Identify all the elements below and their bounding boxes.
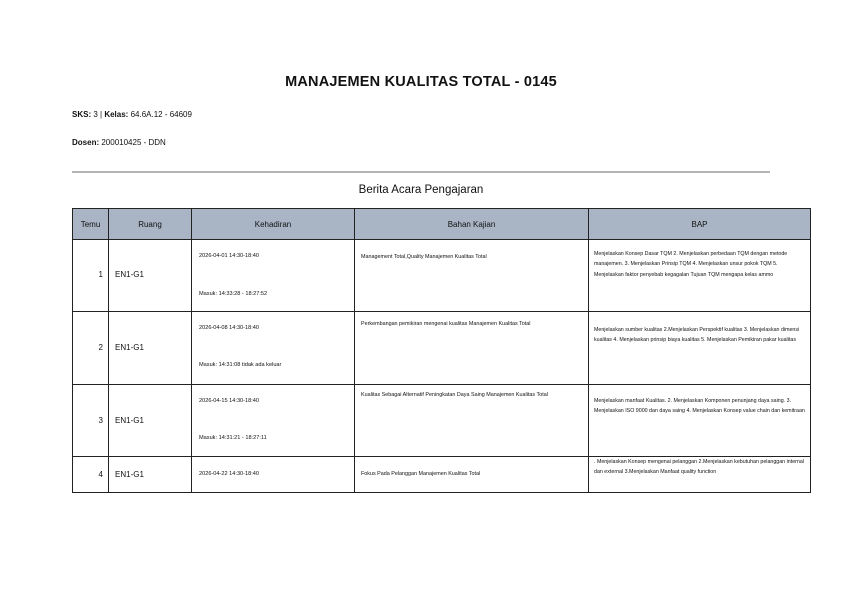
cell-ruang	[109, 457, 192, 493]
cell-bap	[589, 240, 811, 312]
cell-kehadiran	[192, 240, 355, 312]
table-row	[73, 457, 811, 493]
room-code: EN1-G1	[115, 470, 144, 479]
table-row	[73, 312, 811, 385]
header-ruang: Ruang	[109, 209, 192, 240]
topic-text: Perkembangan pemikiran mengenai kualitas Manajemen Kualitas Total	[361, 321, 531, 327]
bap-text: . Menjelaskan Konsep mengenai pelanggan 2.Menjelaskan kebutuhan pelanggan internal dan external 3.Menjelaskan Manfaat quality function	[594, 459, 804, 476]
cell-bahan-kajian	[355, 240, 589, 312]
header-temu: Temu	[73, 209, 109, 240]
cell-ruang	[109, 385, 192, 457]
divider	[72, 171, 770, 173]
cell-bahan-kajian	[355, 385, 589, 457]
cell-kehadiran	[192, 312, 355, 385]
temu-number: 2	[98, 343, 103, 352]
kelas-label: Kelas:	[104, 110, 129, 119]
kelas-value: 64.6A.12 - 64609	[128, 110, 192, 119]
schedule-time: 2026-04-15 14:30-18:40	[199, 398, 260, 404]
attendance-time: Masuk: 14:31:08 tidak ada keluar	[199, 362, 282, 368]
course-info	[72, 110, 192, 119]
schedule-time: 2026-04-01 14:30-18:40	[199, 253, 260, 259]
header-bap: BAP	[589, 209, 811, 240]
schedule-time: 2026-04-08 14:30-18:40	[199, 325, 260, 331]
dosen-value: 200010425 - DDN	[99, 138, 166, 147]
cell-kehadiran	[192, 457, 355, 493]
document-title: MANAJEMEN KUALITAS TOTAL - 0145	[285, 74, 557, 90]
bap-text: Menjelaskan Konsep Dasar TQM 2. Menjelaskan perbedaan TQM dengan metode manajemen. 3. Menjelaskan Prinsip TQM 4. Menjelaskan unsur pokok TQM 5. Menjelaskan faktor penyebab kegagalan Tujuan TQM mengapa kelas ammo	[594, 251, 788, 278]
bap-text: Menjelaskan manfaat Kualitas. 2. Menjelaskan Komponen penunjang daya saing. 3. Menjelaskan ISO 9000 dan daya saing 4. Menjelaskan Konsep value chain dan kemitraan	[594, 398, 805, 415]
bap-table	[72, 208, 811, 493]
cell-bap	[589, 312, 811, 385]
topic-text: Fokus Pada Pelanggan Manajemen Kualitas Total	[361, 471, 481, 477]
cell-bahan-kajian	[355, 312, 589, 385]
temu-number: 3	[98, 416, 103, 425]
cell-kehadiran	[192, 385, 355, 457]
room-code: EN1-G1	[115, 343, 144, 352]
header-kehadiran: Kehadiran	[192, 209, 355, 240]
temu-number: 4	[98, 470, 103, 479]
cell-ruang	[109, 240, 192, 312]
cell-temu	[73, 385, 109, 457]
bap-text: Menjelaskan sumber kualitas 2.Menjelaskan Perspektif kualitas 3. Menjelaskan dimensi kualitas 4. Menjelaskan prinsip biaya kualitas 5. Menjelaskan Pemikiran pakar kualitas	[594, 327, 800, 344]
room-code: EN1-G1	[115, 416, 144, 425]
section-title: Berita Acara Pengajaran	[358, 184, 484, 196]
cell-temu	[73, 312, 109, 385]
cell-temu	[73, 457, 109, 493]
cell-ruang	[109, 312, 192, 385]
header-bahan-kajian: Bahan Kajian	[355, 209, 589, 240]
lecturer-info	[72, 138, 166, 147]
cell-bap	[589, 457, 811, 493]
dosen-label: Dosen:	[72, 138, 100, 147]
attendance-time: Masuk: 14:31:21 - 18:27:11	[199, 435, 267, 441]
table-row	[73, 385, 811, 457]
sks-label: SKS:	[72, 110, 92, 119]
cell-bap	[589, 385, 811, 457]
cell-temu	[73, 240, 109, 312]
schedule-time: 2026-04-22 14:30-18:40	[199, 471, 260, 477]
table-header-row	[73, 209, 811, 240]
topic-text: Kualitas Sebagai Alternatif Peningkatan Daya Saing Manajemen Kualitas Total	[361, 392, 548, 398]
topic-text: Management Total,Quality Manajemen Kualitas Total	[361, 254, 487, 260]
attendance-time: Masuk: 14:33:28 - 18:27:52	[199, 291, 268, 297]
room-code: EN1-G1	[115, 270, 144, 279]
sks-value: 3 |	[91, 110, 105, 119]
temu-number: 1	[98, 270, 103, 279]
table-row	[73, 240, 811, 312]
cell-bahan-kajian	[355, 457, 589, 493]
